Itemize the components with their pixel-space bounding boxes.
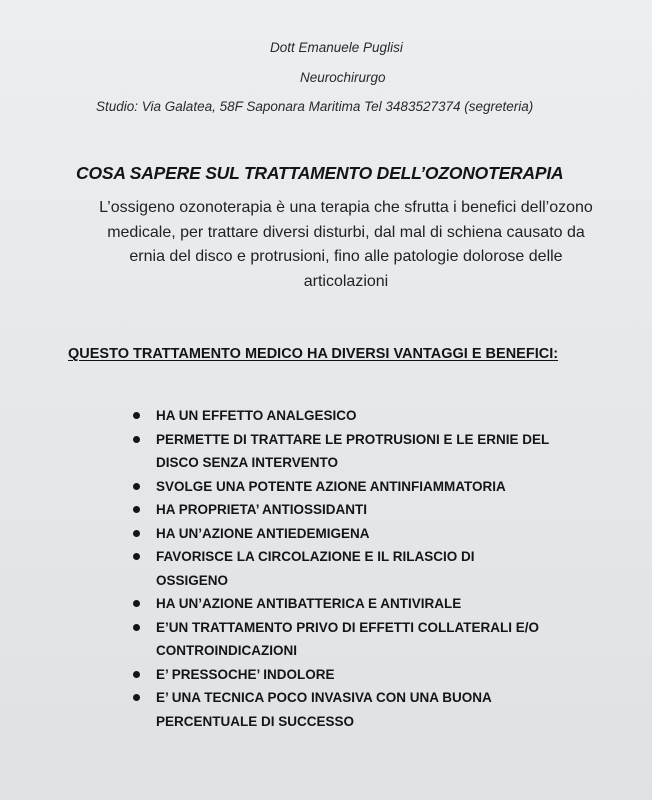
bullet-icon [133,412,140,419]
bullet-icon [133,671,140,678]
benefit-text: E’UN TRATTAMENTO PRIVO DI EFFETTI COLLATERALI E/O CONTROINDICAZIONI [156,619,539,658]
bullet-icon [133,694,140,701]
studio-address: Studio: Via Galatea, 58F Saponara Maritima Tel 3483527374 (segreteria) [96,99,534,114]
bullet-icon [133,436,140,443]
benefit-item [130,475,550,499]
benefit-item [130,663,550,687]
benefit-item [130,428,550,475]
benefit-item [130,616,550,663]
intro-paragraph: L’ossigeno ozonoterapia è una terapia che sfrutta i benefici dell’ozono medicale, per trattare diversi disturbi, dal mal di schiena causato da ernia del disco e protrusioni, fino alle patologie dolorose delle articolazioni [99,199,593,290]
benefit-item [130,498,550,522]
benefit-text: HA PROPRIETA’ ANTIOSSIDANTI [156,502,368,517]
benefits-heading: QUESTO TRATTAMENTO MEDICO HA DIVERSI VANTAGGI E BENEFICI: [68,346,559,362]
benefit-item [130,592,550,616]
benefit-text: E’ UNA TECNICA POCO INVASIVA CON UNA BUONA PERCENTUALE DI SUCCESSO [156,690,492,729]
benefit-item [130,545,550,592]
bullet-icon [133,483,140,490]
benefit-text: E’ PRESSOCHE’ INDOLORE [156,666,335,682]
benefit-text: HA UN EFFETTO ANALGESICO [156,408,357,423]
bullet-icon [133,506,140,513]
bullet-icon [133,530,140,537]
document-title: COSA SAPERE SUL TRATTAMENTO DELL’OZONOTERAPIA [76,163,564,183]
benefit-item [130,522,550,546]
benefit-item [130,686,550,733]
doctor-name: Dott Emanuele Puglisi [270,40,403,55]
doctor-specialty: Neurochirurgo [300,70,386,85]
benefit-text: SVOLGE UNA POTENTE AZIONE ANTINFIAMMATORIA [156,478,506,494]
bullet-icon [133,553,140,560]
benefit-text: HA UN’AZIONE ANTIEDEMIGENA [156,525,370,541]
bullet-icon [133,624,140,631]
benefit-text: PERMETTE DI TRATTARE LE PROTRUSIONI E LE ERNIE DEL DISCO SENZA INTERVENTO [156,431,550,470]
benefits-list [130,404,550,733]
bullet-icon [133,600,140,607]
benefit-text: FAVORISCE LA CIRCOLAZIONE E IL RILASCIO DI OSSIGENO [156,549,475,588]
benefit-item [130,404,550,428]
benefit-text: HA UN’AZIONE ANTIBATTERICA E ANTIVIRALE [156,596,462,611]
